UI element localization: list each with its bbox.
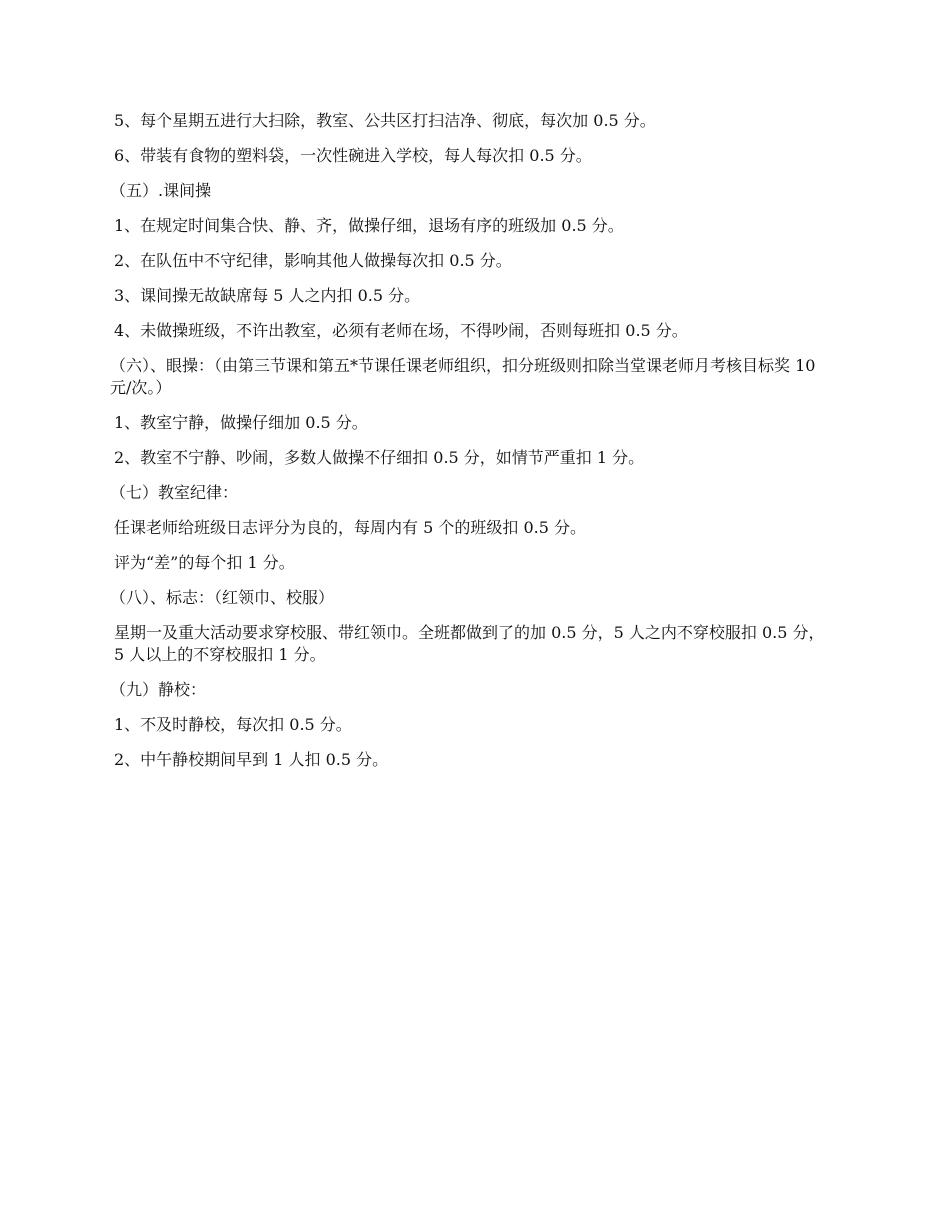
paragraph-exercise-2: 2、在队伍中不守纪律，影响其他人做操每次扣 0.5 分。 bbox=[114, 251, 512, 270]
section-heading-exercise: （五）.课间操 bbox=[110, 181, 212, 200]
paragraph-exercise-3: 3、课间操无故缺席每 5 人之内扣 0.5 分。 bbox=[114, 286, 421, 305]
paragraph-quiet-2: 2、中午静校期间早到 1 人扣 0.5 分。 bbox=[114, 750, 389, 769]
paragraph-discipline-1: 任课老师给班级日志评分为良的，每周内有 5 个的班级扣 0.5 分。 bbox=[114, 518, 586, 537]
paragraph-badge: 星期一及重大活动要求穿校服、带红领巾。全班都做到了的加 0.5 分，5 人之内不穿校服扣 0.5 分，5 人以上的不穿校服扣 1 分。 bbox=[114, 623, 825, 664]
paragraph-cleaning-friday: 5、每个星期五进行大扫除，教室、公共区打扫洁净、彻底，每次加 0.5 分。 bbox=[114, 111, 656, 130]
paragraph-quiet-1: 1、不及时静校，每次扣 0.5 分。 bbox=[114, 715, 352, 734]
paragraph-discipline-2: 评为“差”的每个扣 1 分。 bbox=[114, 553, 295, 572]
paragraph-eye-2: 2、教室不宁静、吵闹，多数人做操不仔细扣 0.5 分，如情节严重扣 1 分。 bbox=[114, 448, 645, 467]
section-heading-discipline: （七）教室纪律： bbox=[110, 483, 239, 502]
paragraph-exercise-1: 1、在规定时间集合快、静、齐，做操仔细，退场有序的班级加 0.5 分。 bbox=[114, 216, 624, 235]
section-heading-badge: （八）、标志：（红领巾、校服） bbox=[110, 588, 335, 607]
paragraph-exercise-4: 4、未做操班级，不许出教室，必须有老师在场，不得吵闹，否则每班扣 0.5 分。 bbox=[114, 321, 688, 340]
section-heading-quiet-school: （九）静校： bbox=[110, 680, 207, 699]
document-page bbox=[110, 110, 834, 784]
paragraph-plastic-bags: 6、带装有食物的塑料袋，一次性碗进入学校，每人每次扣 0.5 分。 bbox=[114, 146, 592, 165]
section-heading-eye-exercise: （六）、眼操：（由第三节课和第五*节课任课老师组织，扣分班级则扣除当堂课老师月考核目标奖 10 元/次。） bbox=[110, 356, 816, 397]
paragraph-eye-1: 1、教室宁静，做操仔细加 0.5 分。 bbox=[114, 413, 368, 432]
